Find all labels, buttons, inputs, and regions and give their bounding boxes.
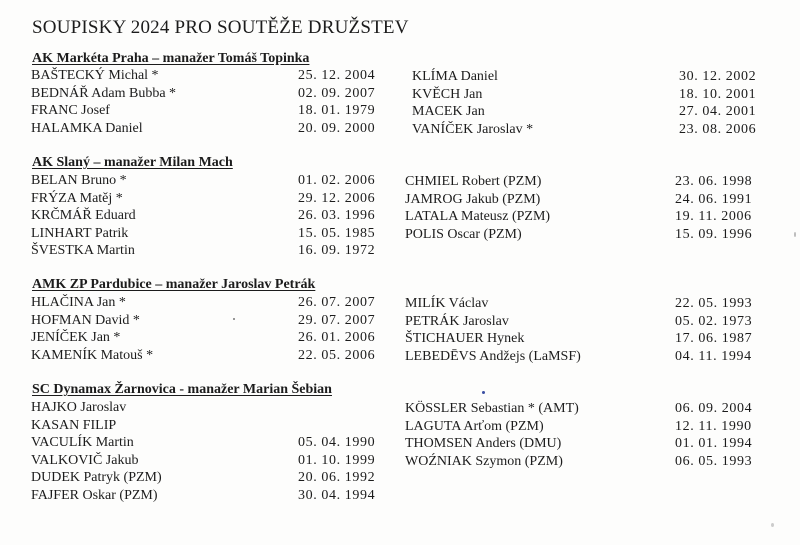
rider-name: HALAMKA Daniel — [31, 120, 143, 136]
rider-name: HLAČINA Jan * — [31, 295, 126, 310]
birth-date: 19. 11. 2006 — [675, 209, 752, 224]
birth-date: 01. 01. 1994 — [675, 436, 753, 451]
rider-name: JAMROG Jakub (PZM) — [405, 191, 541, 207]
birth-date: 26. 07. 2007 — [298, 295, 376, 310]
rider-name: KVĚCH Jan — [412, 86, 483, 102]
birth-date: 18. 10. 2001 — [679, 86, 757, 102]
ink-speck — [482, 391, 485, 394]
rider-name: JENÍČEK Jan * — [31, 330, 121, 345]
rider-name: LEBEDĒVS Andžejs (LaMSF) — [405, 348, 581, 364]
team-heading: SC Dynamax Žarnovica - manažer Marian Šebian — [32, 382, 332, 397]
rider-name: FRANC Josef — [31, 103, 110, 118]
rider-name: VALKOVIČ Jakub — [31, 452, 139, 468]
rider-name: BELAN Bruno * — [31, 173, 127, 188]
birth-date: 22. 05. 1993 — [675, 296, 753, 311]
birth-date: 12. 11. 1990 — [675, 418, 752, 434]
rider-name: FAJFER Oskar (PZM) — [31, 487, 158, 503]
rider-name: LAGUTA Arťom (PZM) — [405, 418, 544, 434]
rider-name: BAŠTECKÝ Michal * — [31, 68, 159, 83]
birth-date: 17. 06. 1987 — [675, 331, 753, 346]
birth-date: 16. 09. 1972 — [298, 243, 376, 258]
rider-name: VANÍČEK Jaroslav * — [412, 121, 534, 137]
rider-name: POLIS Oscar (PZM) — [405, 226, 522, 242]
birth-date: 20. 09. 2000 — [298, 120, 376, 136]
birth-date: 01. 02. 2006 — [298, 173, 376, 188]
birth-date: 06. 05. 1993 — [675, 453, 753, 469]
birth-date: 30. 04. 1994 — [298, 487, 376, 503]
rider-name: CHMIEL Robert (PZM) — [405, 174, 542, 189]
rider-name: ŠVESTKA Martin — [31, 243, 135, 258]
rider-name: VACULÍK Martin — [31, 435, 134, 450]
document-title: SOUPISKY 2024 PRO SOUTĚŽE DRUŽSTEV — [32, 17, 409, 38]
birth-date: 18. 01. 1979 — [298, 103, 376, 118]
birth-date: 05. 04. 1990 — [298, 435, 376, 450]
birth-date: 05. 02. 1973 — [675, 313, 753, 329]
birth-date: 15. 09. 1996 — [675, 226, 753, 242]
team-heading: AK Markéta Praha – manažer Tomáš Topinka — [32, 51, 310, 66]
birth-date: 24. 06. 1991 — [675, 191, 753, 207]
rider-name: KÖSSLER Sebastian * (AMT) — [405, 401, 579, 416]
birth-date: 22. 05. 2006 — [298, 347, 376, 363]
rider-name: LATALA Mateusz (PZM) — [405, 209, 551, 224]
scan-mark — [794, 232, 796, 237]
rider-name: KLÍMA Daniel — [412, 69, 498, 84]
birth-date: 29. 12. 2006 — [298, 190, 376, 206]
birth-date: 04. 11. 1994 — [675, 348, 752, 364]
team-heading: AK Slaný – manažer Milan Mach — [32, 155, 233, 170]
rider-name: MACEK Jan — [412, 104, 485, 119]
rider-name: HOFMAN David * — [31, 312, 140, 328]
rider-name: HAJKO Jaroslav — [31, 400, 127, 415]
rider-name: KASAN FILIP — [31, 417, 117, 433]
birth-date: 20. 06. 1992 — [298, 470, 376, 485]
rider-name: FRÝZA Matěj * — [31, 190, 123, 206]
team-heading: AMK ZP Pardubice – manažer Jaroslav Petrák — [32, 277, 316, 292]
rider-name: ŠTICHAUER Hynek — [405, 331, 525, 346]
rider-name: DUDEK Patryk (PZM) — [31, 470, 162, 485]
birth-date: 01. 10. 1999 — [298, 452, 376, 468]
scan-mark — [771, 523, 774, 527]
rider-name: BEDNÁŘ Adam Bubba * — [31, 85, 177, 101]
birth-date: 25. 12. 2004 — [298, 68, 376, 83]
rider-name: MILÍK Václav — [405, 296, 489, 311]
birth-date: 26. 03. 1996 — [298, 208, 376, 223]
birth-date: 29. 07. 2007 — [298, 312, 376, 328]
birth-date: 26. 01. 2006 — [298, 330, 376, 345]
birth-date: 23. 06. 1998 — [675, 174, 753, 189]
birth-date: 06. 09. 2004 — [675, 401, 753, 416]
birth-date: 23. 08. 2006 — [679, 121, 757, 137]
rider-name: KRČMÁŘ Eduard — [31, 208, 136, 223]
birth-date: 30. 12. 2002 — [679, 69, 757, 84]
rider-name: PETRÁK Jaroslav — [405, 313, 509, 329]
rider-name: THOMSEN Anders (DMU) — [405, 436, 562, 451]
rider-name: WOŹNIAK Szymon (PZM) — [405, 453, 563, 469]
rider-name: LINHART Patrik — [31, 225, 129, 241]
birth-date: 15. 05. 1985 — [298, 225, 376, 241]
rider-name: KAMENÍK Matouš * — [31, 347, 154, 363]
ink-speck — [233, 318, 235, 320]
birth-date: 27. 04. 2001 — [679, 104, 757, 119]
birth-date: 02. 09. 2007 — [298, 85, 376, 101]
